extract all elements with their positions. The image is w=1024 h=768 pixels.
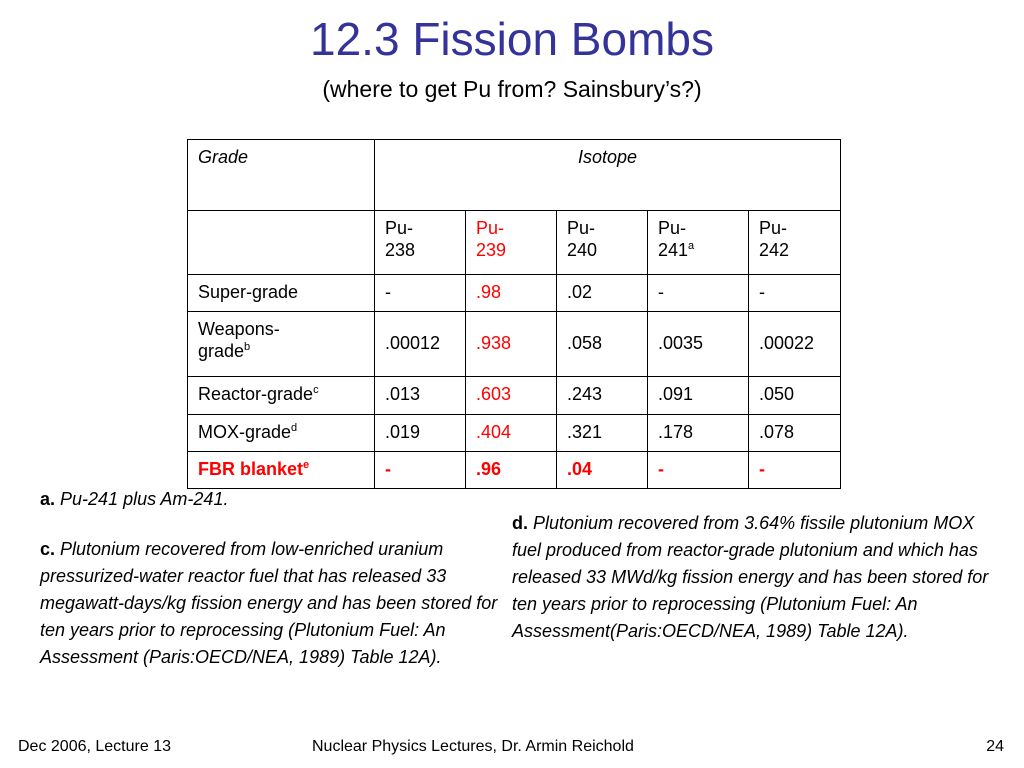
footer-page-number: 24 [986,738,1004,755]
grade-cell: Super-grade [188,275,375,312]
table-row [188,275,841,312]
value-cell: - [749,275,841,312]
value-cell: .178 [648,415,749,452]
isotope-header-row [188,211,841,275]
value-cell: .98 [466,275,557,312]
isotope-table [187,139,841,489]
value-cell: - [375,452,466,489]
value-cell: .404 [466,415,557,452]
table-row [188,312,841,377]
isotope-pu238: Pu- 238 [375,211,466,275]
header-grade: Grade [188,140,375,211]
grade-cell: Reactor-grade$^c$ [188,377,375,415]
isotope-pu240: Pu- 240 [557,211,648,275]
header-isotope: Isotope [375,140,841,211]
value-cell: .321 [557,415,648,452]
footnote-c: c. Plutonium recovered from low-enriched uranium pressurized-water reactor fuel that has released 33 megawatt-days/kg fission energy and has been stored for ten years prior to reprocessing (Plutonium Fuel: An Assessment (Paris:OECD/NEA, 1989) Table 12A). [40,539,498,667]
grade-cell: MOX-grade$^d$ [188,415,375,452]
grade-cell: FBR blanket$^e$ [188,452,375,489]
value-cell: .013 [375,377,466,415]
value-cell: .938 [466,312,557,377]
isotope-pu239: Pu- 239 [466,211,557,275]
footnote-d: d. Plutonium recovered from 3.64% fissile plutonium MOX fuel produced from reactor-grade plutonium and which has released 33 MWd/kg fission energy and has been stored for ten years prior to reprocessing (Plutonium Fuel: An Assessment(Paris:OECD/NEA, 1989) Table 12A). [512,513,989,641]
value-cell: .02 [557,275,648,312]
value-cell: .0035 [648,312,749,377]
table-row [188,415,841,452]
value-cell: - [375,275,466,312]
value-cell: .243 [557,377,648,415]
footer-date: Dec 2006, Lecture 13 [18,738,171,755]
slide-subtitle: (where to get Pu from? Sainsbury’s?) [322,76,702,102]
table-row-fbr [188,452,841,489]
empty-cell [188,211,375,275]
value-cell: .058 [557,312,648,377]
value-cell: .050 [749,377,841,415]
value-cell: .04 [557,452,648,489]
slide-title: 12.3 Fission Bombs [310,13,714,65]
value-cell: .019 [375,415,466,452]
value-cell: .96 [466,452,557,489]
value-cell: .603 [466,377,557,415]
isotope-pu242: Pu- 242 [749,211,841,275]
table-row [188,377,841,415]
table-header-row [188,140,841,211]
grade-cell: Weapons- grade$^b$ [188,312,375,377]
value-cell: .078 [749,415,841,452]
footer-course: Nuclear Physics Lectures, Dr. Armin Reichold [312,738,634,755]
value-cell: .00012 [375,312,466,377]
value-cell: .00022 [749,312,841,377]
value-cell: .091 [648,377,749,415]
value-cell: - [749,452,841,489]
footnote-a: a. Pu-241 plus Am-241. [40,489,229,509]
value-cell: - [648,452,749,489]
isotope-pu241: Pu- 241$^a$ [648,211,749,275]
value-cell: - [648,275,749,312]
